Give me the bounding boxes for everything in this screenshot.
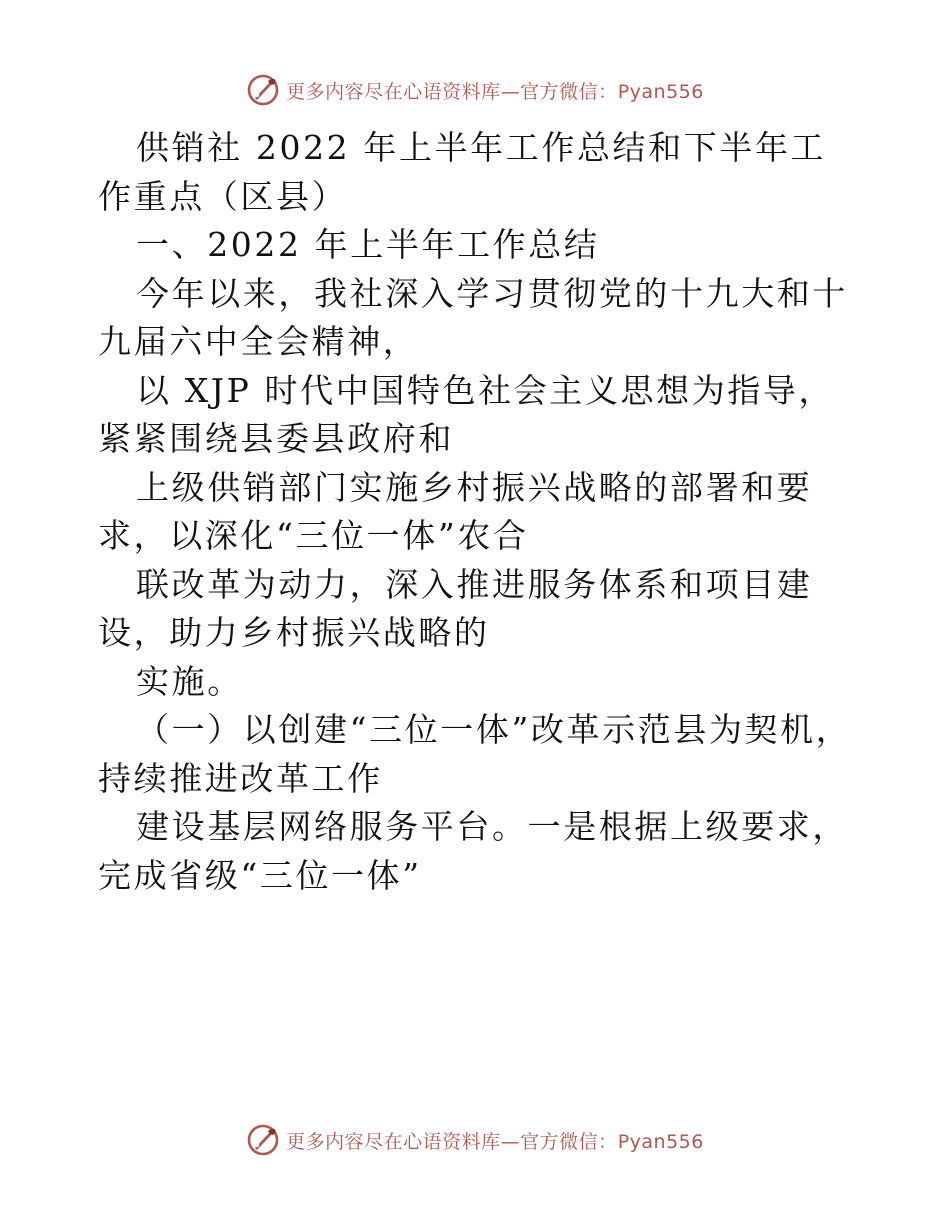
document-body (98, 124, 858, 900)
subsection-heading: （一）以创建“三位一体”改革示范县为契机，持续推进改革工作 (98, 710, 852, 798)
paragraph: 上级供销部门实施乡村振兴战略的部署和要求，以深化“三位一体”农合 (98, 467, 813, 555)
banner-text: 更多内容尽在心语资料库—官方微信：Pyan556 (286, 1130, 704, 1153)
paragraph: 今年以来，我社深入学习贯彻党的十九大和十九届六中全会精神， (98, 273, 848, 361)
paragraph: 建设基层网络服务平台。一是根据上级要求，完成省级“三位一体” (98, 807, 848, 895)
paragraph: 实施。 (136, 661, 243, 701)
section-heading: 一、2022 年上半年工作总结 (136, 225, 600, 264)
banner-text: 更多内容尽在心语资料库—官方微信：Pyan556 (286, 80, 704, 103)
paragraph: 联改革为动力，深入推进服务体系和项目建设，助力乡村振兴战略的 (98, 564, 813, 652)
footer-banner (0, 1120, 950, 1160)
header-banner (0, 70, 950, 110)
document-title: 供销社 2022 年上半年工作总结和下半年工作重点（区县） (98, 128, 827, 216)
quill-pen-icon (246, 1123, 280, 1157)
quill-pen-icon (246, 73, 280, 107)
paragraph: 以 XJP 时代中国特色社会主义思想为指导，紧紧围绕县委县政府和 (98, 370, 835, 458)
